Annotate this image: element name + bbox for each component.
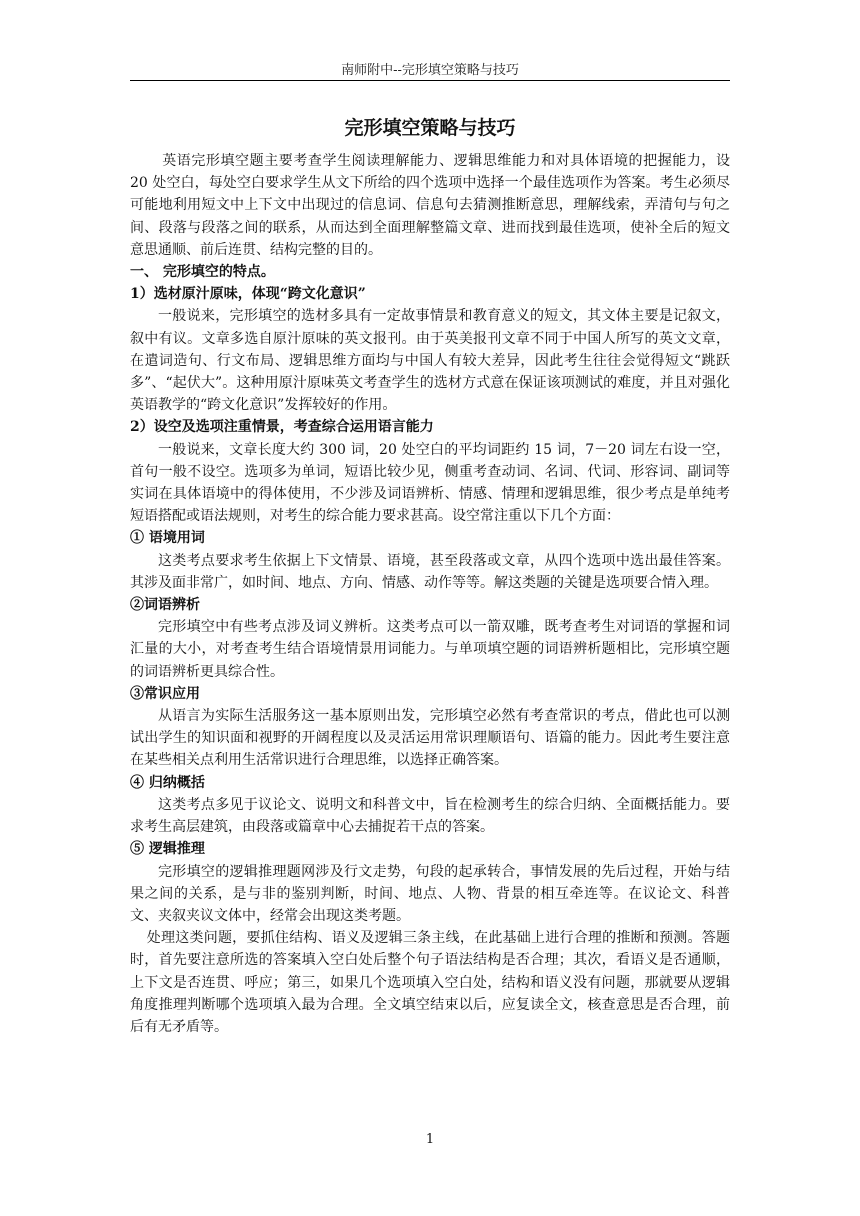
section-heading: 一、 完形填空的特点。 <box>130 264 275 281</box>
subsection-heading-1: 1）选材原汁原味，体现“跨文化意识” <box>130 286 366 303</box>
item-text-4: 这类考点多见于议论文、说明文和科普文中，旨在检测考生的综合归纳、全面概括能力。要求考生高层建筑，由段落或篇章中心去捕捉若干点的答案。 <box>130 796 730 836</box>
item-heading-5: ⑤ 逻辑推理 <box>130 841 205 858</box>
item-text-3: 从语言为实际生活服务这一基本原则出发，完形填空必然有考查常识的考点，借此也可以测试出学生的知识面和视野的开阔程度以及灵活运用常识理顺语句、语篇的能力。因此考生要注意在某些相关点利用生活常识进行合理思维，以选择正确答案。 <box>130 708 730 769</box>
item-heading-4: ④ 归纳概括 <box>130 774 205 791</box>
intro-paragraph: 英语完形填空题主要考查学生阅读理解能力、逻辑思维能力和对具体语境的把握能力，设 20 处空白，每处空白要求学生从文下所给的四个选项中选择一个最佳选项作为答案。考生必须尽可能地利用短文中上下文中出现过的信息词、信息句去猜测推断意思，理解线索，弄清句与句之间、段落与段落之间的联系，从而达到全面理解整篇文章、进而找到最佳选项，使补全后的短文意思通顺、前后连贯、结构完整的目的。 <box>130 153 730 258</box>
item-heading-2: ②词语辨析 <box>130 597 200 614</box>
page-number: 1 <box>425 1132 435 1147</box>
item-text-1: 这类考点要求考生依据上下文情景、语境，甚至段落或文章，从四个选项中选出最佳答案。其涉及面非常广，如时间、地点、方向、情感、动作等等。解这类题的关键是选项要合情入理。 <box>130 552 730 591</box>
header-rule <box>130 80 730 81</box>
subsection-text-2: 一般说来，文章长度大约 300 词，20 处空白的平均词距约 15 词，7－20 词左右设一空，首句一般不设空。选项多为单词，短语比较少见，侧重考查动词、名词、代词、形容词、副词等实词在具体语境中的得体使用，不少涉及词语辨析、情感、情理和逻辑思维，很少考点是单纯考短语搭配或语法规则，对考生的综合能力要求甚高。设空常注重以下几个方面： <box>130 441 730 525</box>
document-title: 完形填空策略与技巧 <box>344 117 516 139</box>
closing-paragraph: 处理这类问题，要抓住结构、语义及逻辑三条主线，在此基础上进行合理的推断和预测。答题时，首先要注意所选的答案填入空白处后整个句子语法结构是否合理；其次，看语义是否通顺，上下文是否连贯、呼应；第三，如果几个选项填入空白处，结构和语义没有问题，那就要从逻辑角度推理判断哪个选项填入最为合理。全文填空结束以后，应复读全文，核查意思是否合理，前后有无矛盾等。 <box>130 930 730 1035</box>
running-header: 南师附中--完形填空策略与技巧 <box>341 63 519 78</box>
subsection-heading-2: 2）设空及选项注重情景，考查综合运用语言能力 <box>130 419 434 436</box>
item-heading-1: ① 语境用词 <box>130 530 205 547</box>
item-text-2: 完形填空中有些考点涉及词义辨析。这类考点可以一箭双雕，既考查考生对词语的掌握和词汇量的大小，对考查考生结合语境情景用词能力。与单项填空题的词语辨析题相比，完形填空题的词语辨析更具综合性。 <box>130 619 730 680</box>
item-heading-3: ③常识应用 <box>130 685 200 702</box>
document-body <box>130 150 730 1038</box>
item-text-5: 完形填空的逻辑推理题网涉及行文走势，句段的起承转合，事情发展的先后过程，开始与结果之间的关系，是与非的鉴别判断，时间、地点、人物、背景的相互牵连等。在议论文、科普文、夹叙夹议文体中，经常会出现这类考题。 <box>130 863 730 924</box>
subsection-text-1: 一般说来，完形填空的选材多具有一定故事情景和教育意义的短文，其文体主要是记叙文，叙中有议。文章多选自原汁原味的英文报刊。由于英美报刊文章不同于中国人所写的英文文章，在遣词造句、行文布局、逻辑思维方面均与中国人有较大差异，因此考生往往会觉得短文“跳跃多”、“起伏大”。这种用原汁原味英文考查学生的选材方式意在保证该项测试的难度，并且对强化英语教学的“跨文化意识”发挥较好的作用。 <box>130 308 730 414</box>
